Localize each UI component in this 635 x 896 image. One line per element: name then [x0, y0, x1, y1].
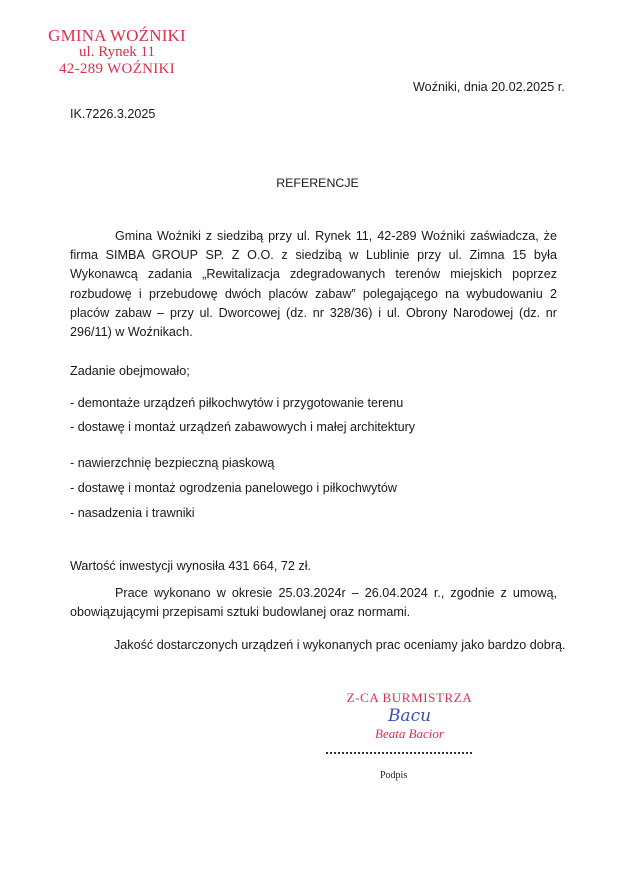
task-intro: Zadanie obejmowało;	[70, 364, 190, 378]
task-item: - dostawę i montaż ogrodzenia panelowego i piłkochwytów	[70, 481, 397, 495]
signatory-role: Z-CA BURMISTRZA	[346, 690, 473, 705]
signatory-name: Beata Bacior	[375, 726, 444, 741]
task-item: - nasadzenia i trawniki	[70, 506, 195, 520]
task-item: - nawierzchnię bezpieczną piaskową	[70, 456, 275, 470]
document-title: REFERENCJE	[276, 176, 359, 190]
stamp-line-2: ul. Rynek 11	[79, 44, 155, 60]
signature-stamp	[322, 690, 497, 742]
stamp-line-1: GMINA WOŹNIKI	[48, 26, 186, 45]
signature-label: Podpis	[380, 770, 408, 781]
task-item: - demontaże urządzeń piłkochwytów i przygotowanie terenu	[70, 396, 404, 410]
municipality-stamp	[22, 27, 212, 78]
reference-number: IK.7226.3.2025	[70, 107, 156, 121]
investment-value: Wartość inwestycji wynosiła 431 664, 72 zł.	[70, 559, 312, 573]
handwritten-signature: Bacu	[387, 706, 432, 726]
signature-line	[326, 748, 472, 754]
work-period	[70, 584, 557, 622]
work-period-text: Prace wykonano w okresie 25.03.2024r – 26.04.2024 r., zgodnie z umową, obowiązującymi przepisami sztuki budowlanej oraz normami.	[70, 586, 557, 619]
quality-statement: Jakość dostarczonych urządzeń i wykonanych prac oceniamy jako bardzo dobrą.	[114, 638, 566, 652]
intro-paragraph-text: Gmina Woźniki z siedzibą przy ul. Rynek 11, 42-289 Woźniki zaświadcza, że firma SIMBA GROUP SP. Z O.O. z siedzibą w Lublinie przy ul. Zimna 15 była Wykonawcą zadania „Rewitalizacja zdegradowanych terenów miejskich poprzez rozbudowę i przebudowę dwóch placów zabaw” polegającego na wybudowaniu 2 placów zabaw – przy ul. Dworcowej (dz. nr 328/36) i ul. Obrony Narodowej (dz. nr 296/11) w Woźnikach.	[70, 229, 557, 340]
stamp-line-3: 42-289 WOŹNIKI	[59, 61, 175, 77]
place-date: Woźniki, dnia 20.02.2025 r.	[413, 80, 565, 94]
intro-paragraph	[70, 227, 557, 342]
task-item: - dostawę i montaż urządzeń zabawowych i małej architektury	[70, 420, 416, 434]
